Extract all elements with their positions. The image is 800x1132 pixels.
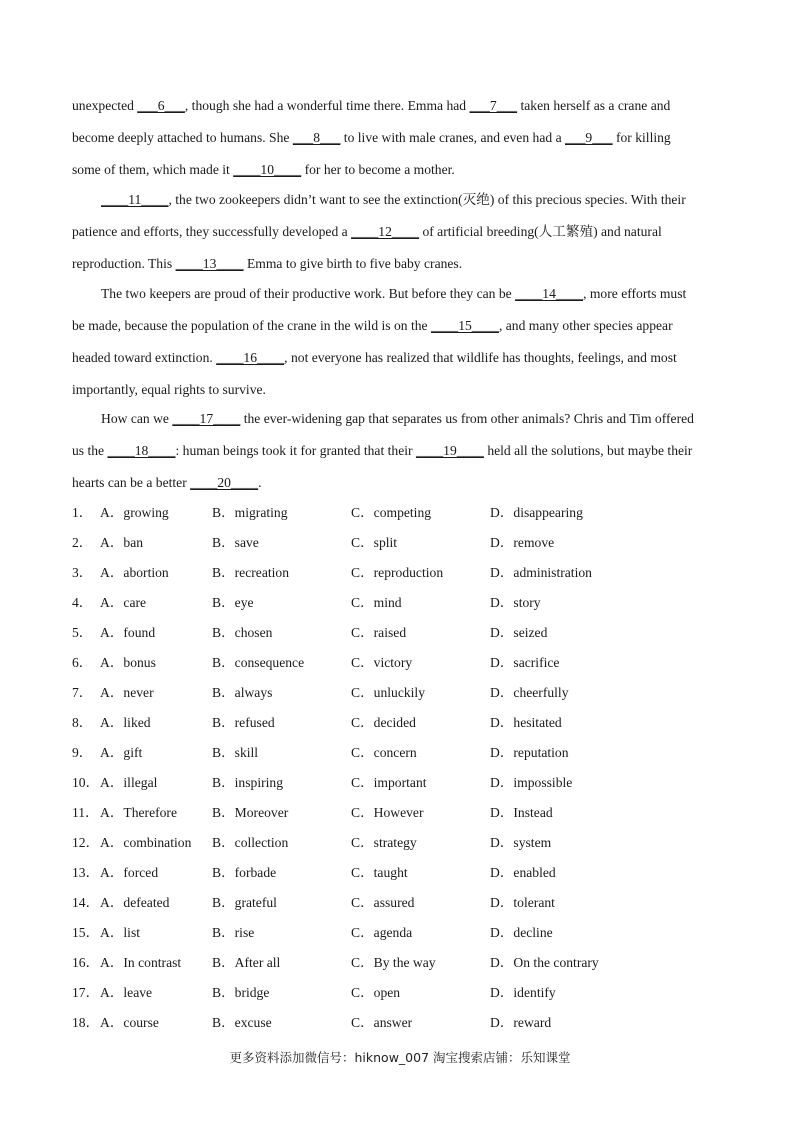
text: to live with male cranes, and even had a xyxy=(340,130,565,145)
question-11 xyxy=(72,804,732,822)
question-number: 14． xyxy=(72,895,100,910)
option-d: D．remove xyxy=(490,535,555,550)
blank-12: ____12____ xyxy=(351,224,420,239)
question-15 xyxy=(72,924,732,942)
option-c: C．mind xyxy=(351,595,402,610)
question-number: 6． xyxy=(72,655,93,670)
text: patience and efforts, they successfully developed a xyxy=(72,224,352,239)
passage-line-13 xyxy=(72,474,262,492)
option-d: D．decline xyxy=(490,925,553,940)
question-18 xyxy=(72,1014,732,1032)
option-a: A．Therefore xyxy=(100,805,177,820)
option-a: A．growing xyxy=(100,505,169,520)
question-number: 16． xyxy=(72,955,100,970)
question-number: 2． xyxy=(72,535,93,550)
option-d: D．impossible xyxy=(490,775,573,790)
option-a: A．course xyxy=(100,1015,159,1030)
text: importantly, equal rights to survive. xyxy=(72,382,266,397)
option-d: D．reputation xyxy=(490,745,569,760)
question-number: 11． xyxy=(72,805,99,820)
option-b: B．excuse xyxy=(212,1015,272,1030)
question-14 xyxy=(72,894,732,912)
option-d: D．administration xyxy=(490,565,592,580)
option-a: A．combination xyxy=(100,835,192,850)
option-b: B．migrating xyxy=(212,505,288,520)
footer-note: 更多资料添加微信号：hiknow_007 淘宝搜索店铺：乐知课堂 xyxy=(229,1050,571,1065)
option-d: D．seized xyxy=(490,625,548,640)
question-2 xyxy=(72,534,732,552)
option-a: A．leave xyxy=(100,985,153,1000)
question-1 xyxy=(72,504,732,522)
option-c: C．taught xyxy=(351,865,408,880)
option-b: B．After all xyxy=(212,955,281,970)
question-4 xyxy=(72,594,732,612)
text: hearts can be a better xyxy=(72,475,191,490)
text: held all the solutions, but maybe their xyxy=(483,443,693,458)
option-b: B．collection xyxy=(212,835,289,850)
text: , more efforts must xyxy=(583,286,687,301)
option-c: C．important xyxy=(351,775,427,790)
text: reproduction. This xyxy=(72,256,176,271)
option-c: C．agenda xyxy=(351,925,413,940)
passage-line-10 xyxy=(72,381,266,399)
text: be made, because the population of the crane in the wild is on the xyxy=(72,318,431,333)
option-b: B．recreation xyxy=(212,565,289,580)
blank-9: ___9___ xyxy=(565,130,613,145)
question-3 xyxy=(72,564,732,582)
option-c: C．reproduction xyxy=(351,565,444,580)
option-d: D．On the contrary xyxy=(490,955,599,970)
passage-line-11 xyxy=(101,410,694,428)
option-c: C．victory xyxy=(351,655,413,670)
option-c: C．decided xyxy=(351,715,416,730)
text: : human beings took it for granted that their xyxy=(175,443,416,458)
blank-11: ____11____ xyxy=(101,192,169,207)
passage-line-7 xyxy=(101,285,686,303)
text: , though she had a wonderful time there. Emma had xyxy=(184,98,470,113)
question-number: 10． xyxy=(72,775,100,790)
option-b: B．skill xyxy=(212,745,259,760)
passage-line-9 xyxy=(72,349,677,367)
blank-10: ____10____ xyxy=(233,162,302,177)
blank-14: ____14____ xyxy=(515,286,584,301)
blank-17: ____17____ xyxy=(172,411,241,426)
question-number: 15． xyxy=(72,925,100,940)
option-b: B．forbade xyxy=(212,865,277,880)
blank-7: ___7___ xyxy=(469,98,518,113)
text: some of them, which made it xyxy=(72,162,234,177)
question-5 xyxy=(72,624,732,642)
option-c: C．concern xyxy=(351,745,417,760)
passage-line-3 xyxy=(72,161,455,179)
option-b: B．save xyxy=(212,535,259,550)
option-c: C．However xyxy=(351,805,424,820)
text: of artificial breeding(人工繁殖) and natural xyxy=(419,224,662,239)
option-a: A．forced xyxy=(100,865,159,880)
text: The two keepers are proud of their productive work. But before they can be xyxy=(101,286,516,301)
option-d: D．tolerant xyxy=(490,895,555,910)
text: become deeply attached to humans. She xyxy=(72,130,293,145)
option-d: D．hesitated xyxy=(490,715,562,730)
text: taken herself as a crane and xyxy=(517,98,671,113)
text: Emma to give birth to five baby cranes. xyxy=(243,256,463,271)
option-c: C．answer xyxy=(351,1015,413,1030)
option-d: D．story xyxy=(490,595,541,610)
option-a: A．abortion xyxy=(100,565,169,580)
question-number: 13． xyxy=(72,865,100,880)
question-number: 7． xyxy=(72,685,93,700)
question-number: 18． xyxy=(72,1015,100,1030)
option-a: A．illegal xyxy=(100,775,158,790)
passage-line-1 xyxy=(72,97,670,115)
question-number: 17． xyxy=(72,985,100,1000)
question-13 xyxy=(72,864,732,882)
text: , and many other species appear xyxy=(498,318,673,333)
option-a: A．In contrast xyxy=(100,955,182,970)
option-b: B．grateful xyxy=(212,895,277,910)
option-d: D．disappearing xyxy=(490,505,583,520)
question-number: 12． xyxy=(72,835,100,850)
question-number: 5． xyxy=(72,625,93,640)
blank-8: ___8___ xyxy=(292,130,341,145)
blank-13: ____13____ xyxy=(175,256,244,271)
blank-16: ____16____ xyxy=(216,350,285,365)
option-a: A．liked xyxy=(100,715,151,730)
passage-line-4 xyxy=(101,191,686,209)
passage-line-8 xyxy=(72,317,673,335)
option-c: C．split xyxy=(351,535,398,550)
option-b: B．refused xyxy=(212,715,275,730)
option-a: A．never xyxy=(100,685,154,700)
question-number: 8． xyxy=(72,715,93,730)
option-d: D．system xyxy=(490,835,552,850)
option-b: B．always xyxy=(212,685,273,700)
question-number: 9． xyxy=(72,745,93,760)
option-b: B．eye xyxy=(212,595,254,610)
option-c: C．open xyxy=(351,985,401,1000)
question-17 xyxy=(72,984,732,1002)
question-12 xyxy=(72,834,732,852)
blank-20: ____20____ xyxy=(190,475,259,490)
text: headed toward extinction. xyxy=(72,350,217,365)
question-9 xyxy=(72,744,732,762)
option-b: B．Moreover xyxy=(212,805,289,820)
passage-line-12 xyxy=(72,442,692,460)
option-d: D．sacrifice xyxy=(490,655,560,670)
text: , not everyone has realized that wildlife has thoughts, feelings, and most xyxy=(284,350,677,365)
blank-19: ____19____ xyxy=(415,443,484,458)
option-a: A．defeated xyxy=(100,895,170,910)
option-d: D．reward xyxy=(490,1015,552,1030)
blank-15: ____15____ xyxy=(431,318,499,333)
option-a: A．bonus xyxy=(100,655,156,670)
option-d: D．enabled xyxy=(490,865,556,880)
option-a: A．list xyxy=(100,925,141,940)
option-a: A．care xyxy=(100,595,147,610)
option-c: C．unluckily xyxy=(351,685,426,700)
option-c: C．assured xyxy=(351,895,415,910)
blank-6: ___6___ xyxy=(137,98,185,113)
option-a: A．found xyxy=(100,625,156,640)
question-6 xyxy=(72,654,732,672)
question-number: 3． xyxy=(72,565,93,580)
question-number: 1． xyxy=(72,505,93,520)
option-b: B．rise xyxy=(212,925,255,940)
question-number: 4． xyxy=(72,595,93,610)
text: . xyxy=(258,475,262,490)
option-b: B．chosen xyxy=(212,625,273,640)
question-7 xyxy=(72,684,732,702)
passage-line-6 xyxy=(72,255,462,273)
option-b: B．bridge xyxy=(212,985,270,1000)
option-a: A．ban xyxy=(100,535,144,550)
option-c: C．strategy xyxy=(351,835,417,850)
option-a: A．gift xyxy=(100,745,143,760)
option-c: C．By the way xyxy=(351,955,436,970)
option-d: D．identify xyxy=(490,985,556,1000)
text: unexpected xyxy=(72,98,138,113)
question-10 xyxy=(72,774,732,792)
text: , the two zookeepers didn’t want to see the extinction(灭绝) of this precious species. With their xyxy=(168,192,686,207)
question-8 xyxy=(72,714,732,732)
text: How can we xyxy=(101,411,173,426)
option-b: B．inspiring xyxy=(212,775,283,790)
option-d: D．Instead xyxy=(490,805,553,820)
option-c: C．raised xyxy=(351,625,407,640)
text: for her to become a mother. xyxy=(301,162,455,177)
passage-line-2 xyxy=(72,129,671,147)
option-d: D．cheerfully xyxy=(490,685,569,700)
passage-line-5 xyxy=(72,223,662,241)
option-b: B．consequence xyxy=(212,655,305,670)
option-c: C．competing xyxy=(351,505,432,520)
blank-18: ____18____ xyxy=(107,443,176,458)
question-16 xyxy=(72,954,732,972)
text: us the xyxy=(72,443,108,458)
text: for killing xyxy=(612,130,671,145)
text: the ever-widening gap that separates us from other animals? Chris and Tim offered xyxy=(240,411,694,426)
